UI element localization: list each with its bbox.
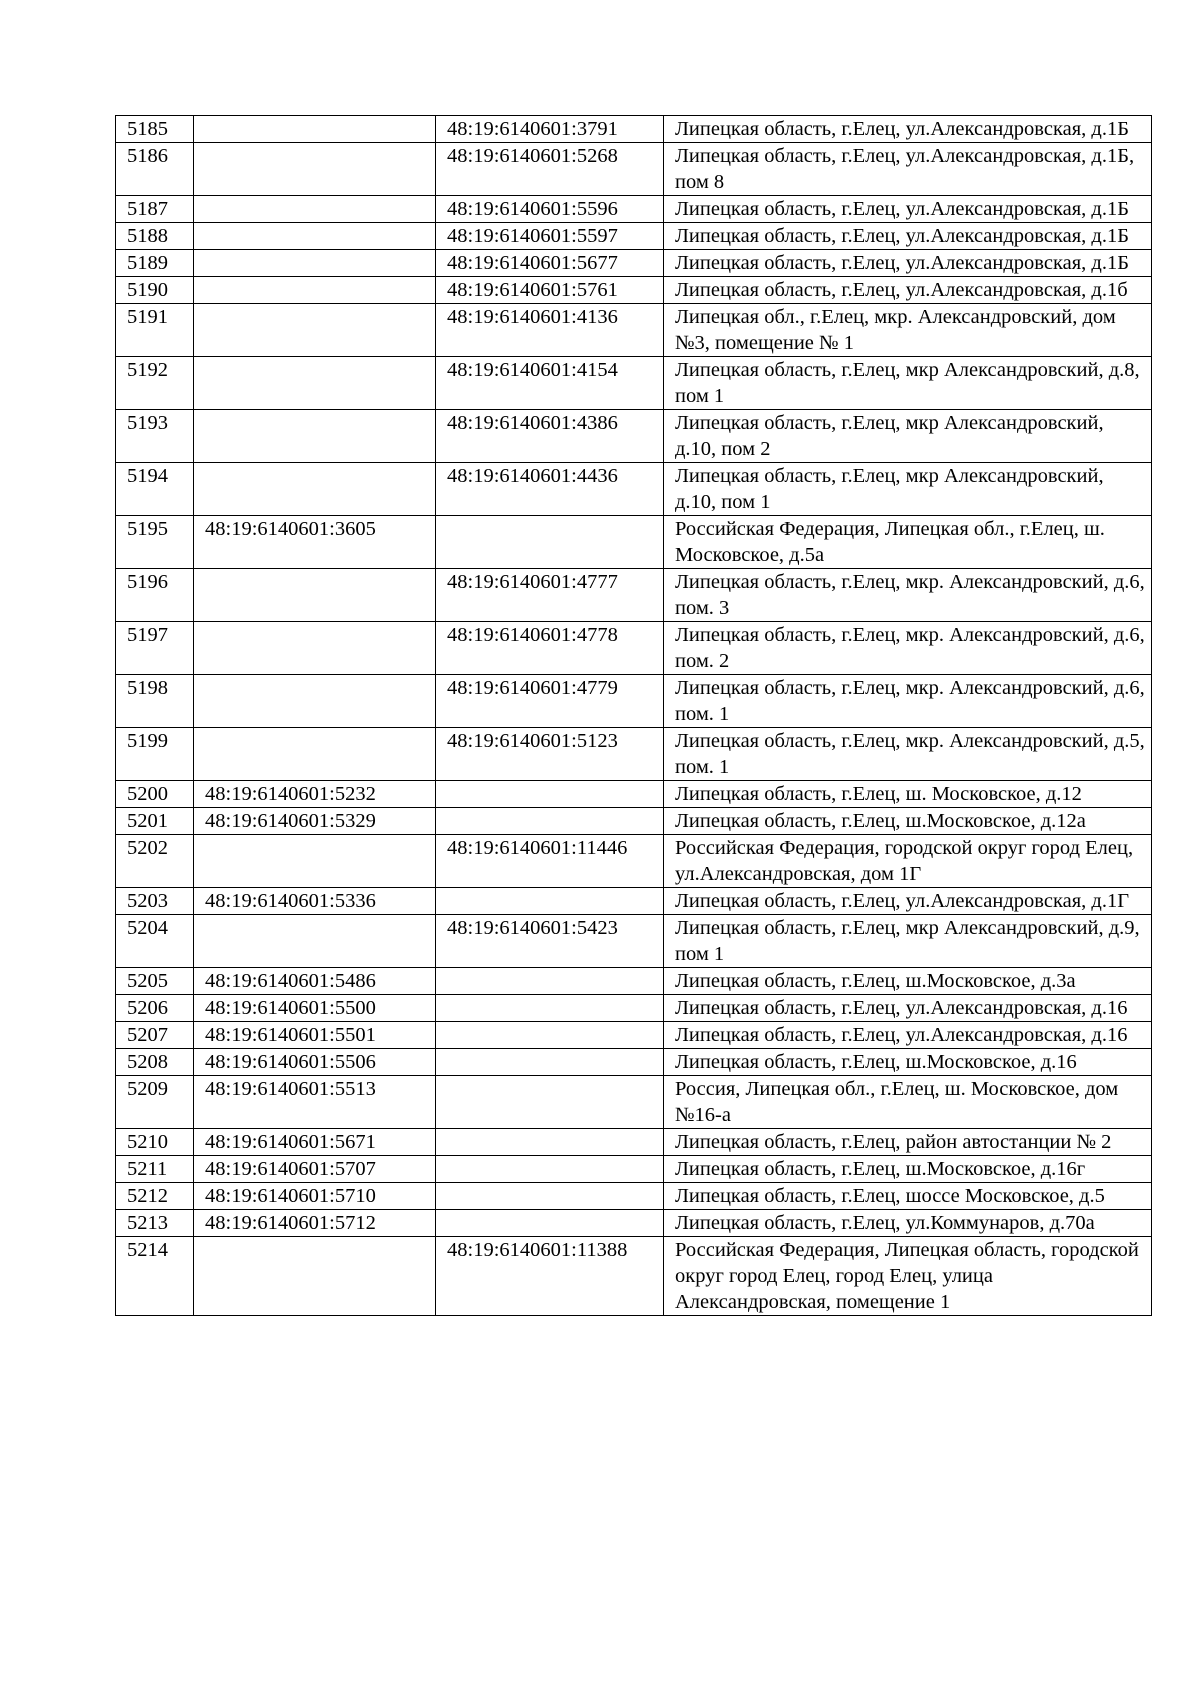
address-cell: Липецкая область, г.Елец, мкр Александровский, д.9, пом 1 (664, 915, 1152, 968)
address-cell: Липецкая область, г.Елец, ул.Александровская, д.1Б (664, 196, 1152, 223)
land-cadastral-number-cell (194, 728, 436, 781)
table-row (116, 410, 1152, 463)
land-cadastral-number-cell (194, 915, 436, 968)
row-number-cell: 5194 (116, 463, 194, 516)
land-cadastral-number-cell: 48:19:6140601:5671 (194, 1129, 436, 1156)
address-cell: Липецкая область, г.Елец, ш.Московское, д.3а (664, 968, 1152, 995)
table-row (116, 569, 1152, 622)
row-number-cell: 5188 (116, 223, 194, 250)
object-cadastral-number-cell: 48:19:6140601:4778 (436, 622, 664, 675)
object-cadastral-number-cell (436, 808, 664, 835)
land-cadastral-number-cell (194, 116, 436, 143)
row-number-cell: 5213 (116, 1210, 194, 1237)
object-cadastral-number-cell: 48:19:6140601:5423 (436, 915, 664, 968)
land-cadastral-number-cell: 48:19:6140601:5707 (194, 1156, 436, 1183)
land-cadastral-number-cell (194, 277, 436, 304)
row-number-cell: 5199 (116, 728, 194, 781)
table-row (116, 1210, 1152, 1237)
row-number-cell: 5210 (116, 1129, 194, 1156)
land-cadastral-number-cell (194, 1237, 436, 1316)
table-row (116, 277, 1152, 304)
address-cell: Липецкая обл., г.Елец, мкр. Александровский, дом №3, помещение № 1 (664, 304, 1152, 357)
row-number-cell: 5206 (116, 995, 194, 1022)
object-cadastral-number-cell: 48:19:6140601:5268 (436, 143, 664, 196)
object-cadastral-number-cell (436, 1183, 664, 1210)
object-cadastral-number-cell (436, 1210, 664, 1237)
land-cadastral-number-cell: 48:19:6140601:5712 (194, 1210, 436, 1237)
row-number-cell: 5192 (116, 357, 194, 410)
row-number-cell: 5205 (116, 968, 194, 995)
row-number-cell: 5201 (116, 808, 194, 835)
address-cell: Липецкая область, г.Елец, ш. Московское, д.12 (664, 781, 1152, 808)
object-cadastral-number-cell: 48:19:6140601:4436 (436, 463, 664, 516)
object-cadastral-number-cell (436, 1049, 664, 1076)
address-cell: Россия, Липецкая обл., г.Елец, ш. Московское, дом №16-а (664, 1076, 1152, 1129)
address-cell: Липецкая область, г.Елец, мкр. Александровский, д.6, пом. 2 (664, 622, 1152, 675)
table-row (116, 888, 1152, 915)
land-cadastral-number-cell (194, 223, 436, 250)
address-cell: Липецкая область, г.Елец, мкр Александровский, д.10, пом 1 (664, 463, 1152, 516)
address-cell: Липецкая область, г.Елец, мкр. Александровский, д.6, пом. 1 (664, 675, 1152, 728)
object-cadastral-number-cell: 48:19:6140601:4154 (436, 357, 664, 410)
land-cadastral-number-cell (194, 835, 436, 888)
address-cell: Липецкая область, г.Елец, мкр. Александровский, д.6, пом. 3 (664, 569, 1152, 622)
land-cadastral-number-cell (194, 357, 436, 410)
land-cadastral-number-cell: 48:19:6140601:3605 (194, 516, 436, 569)
row-number-cell: 5203 (116, 888, 194, 915)
table-row (116, 516, 1152, 569)
address-cell: Липецкая область, г.Елец, шоссе Московское, д.5 (664, 1183, 1152, 1210)
land-cadastral-number-cell (194, 410, 436, 463)
table-body (116, 116, 1152, 1316)
object-cadastral-number-cell: 48:19:6140601:5596 (436, 196, 664, 223)
object-cadastral-number-cell: 48:19:6140601:5597 (436, 223, 664, 250)
row-number-cell: 5200 (116, 781, 194, 808)
table-row (116, 304, 1152, 357)
object-cadastral-number-cell (436, 781, 664, 808)
land-cadastral-number-cell: 48:19:6140601:5329 (194, 808, 436, 835)
land-cadastral-number-cell (194, 196, 436, 223)
address-cell: Липецкая область, г.Елец, район автостанции № 2 (664, 1129, 1152, 1156)
table-row (116, 622, 1152, 675)
table-row (116, 915, 1152, 968)
table-row (116, 835, 1152, 888)
row-number-cell: 5214 (116, 1237, 194, 1316)
object-cadastral-number-cell: 48:19:6140601:5761 (436, 277, 664, 304)
land-cadastral-number-cell (194, 622, 436, 675)
address-cell: Липецкая область, г.Елец, ул.Александровская, д.1Г (664, 888, 1152, 915)
land-cadastral-number-cell: 48:19:6140601:5232 (194, 781, 436, 808)
address-cell: Российская Федерация, Липецкая обл., г.Елец, ш. Московское, д.5а (664, 516, 1152, 569)
table-row (116, 196, 1152, 223)
table-row (116, 968, 1152, 995)
table-row (116, 463, 1152, 516)
table-row (116, 143, 1152, 196)
object-cadastral-number-cell: 48:19:6140601:5677 (436, 250, 664, 277)
object-cadastral-number-cell (436, 1022, 664, 1049)
table-row (116, 1237, 1152, 1316)
address-cell: Российская Федерация, Липецкая область, городской округ город Елец, город Елец, улица Александровская, помещение 1 (664, 1237, 1152, 1316)
cadastral-table (115, 115, 1152, 1316)
object-cadastral-number-cell: 48:19:6140601:4136 (436, 304, 664, 357)
table-row (116, 250, 1152, 277)
table-row (116, 1183, 1152, 1210)
row-number-cell: 5198 (116, 675, 194, 728)
table-row (116, 1129, 1152, 1156)
row-number-cell: 5209 (116, 1076, 194, 1129)
object-cadastral-number-cell (436, 888, 664, 915)
row-number-cell: 5187 (116, 196, 194, 223)
land-cadastral-number-cell (194, 304, 436, 357)
address-cell: Липецкая область, г.Елец, ул.Александровская, д.1б (664, 277, 1152, 304)
object-cadastral-number-cell (436, 968, 664, 995)
address-cell: Липецкая область, г.Елец, ул.Александровская, д.1Б, пом 8 (664, 143, 1152, 196)
land-cadastral-number-cell (194, 463, 436, 516)
row-number-cell: 5196 (116, 569, 194, 622)
table-row (116, 357, 1152, 410)
table-row (116, 675, 1152, 728)
address-cell: Липецкая область, г.Елец, мкр. Александровский, д.5, пом. 1 (664, 728, 1152, 781)
object-cadastral-number-cell (436, 1076, 664, 1129)
object-cadastral-number-cell: 48:19:6140601:5123 (436, 728, 664, 781)
land-cadastral-number-cell: 48:19:6140601:5486 (194, 968, 436, 995)
address-cell: Липецкая область, г.Елец, ш.Московское, д.16г (664, 1156, 1152, 1183)
address-cell: Липецкая область, г.Елец, ул.Александровская, д.16 (664, 1022, 1152, 1049)
table-row (116, 728, 1152, 781)
table-row (116, 1156, 1152, 1183)
address-cell: Липецкая область, г.Елец, ш.Московское, д.16 (664, 1049, 1152, 1076)
row-number-cell: 5204 (116, 915, 194, 968)
row-number-cell: 5189 (116, 250, 194, 277)
object-cadastral-number-cell (436, 1129, 664, 1156)
land-cadastral-number-cell (194, 569, 436, 622)
address-cell: Липецкая область, г.Елец, мкр Александровский, д.8, пом 1 (664, 357, 1152, 410)
object-cadastral-number-cell (436, 1156, 664, 1183)
table-row (116, 116, 1152, 143)
row-number-cell: 5208 (116, 1049, 194, 1076)
table-row (116, 808, 1152, 835)
object-cadastral-number-cell: 48:19:6140601:4779 (436, 675, 664, 728)
address-cell: Российская Федерация, городской округ город Елец, ул.Александровская, дом 1Г (664, 835, 1152, 888)
object-cadastral-number-cell: 48:19:6140601:4777 (436, 569, 664, 622)
land-cadastral-number-cell (194, 250, 436, 277)
address-cell: Липецкая область, г.Елец, ул.Александровская, д.1Б (664, 250, 1152, 277)
object-cadastral-number-cell: 48:19:6140601:3791 (436, 116, 664, 143)
land-cadastral-number-cell: 48:19:6140601:5506 (194, 1049, 436, 1076)
object-cadastral-number-cell (436, 516, 664, 569)
row-number-cell: 5195 (116, 516, 194, 569)
object-cadastral-number-cell: 48:19:6140601:11388 (436, 1237, 664, 1316)
address-cell: Липецкая область, г.Елец, мкр Александровский, д.10, пом 2 (664, 410, 1152, 463)
object-cadastral-number-cell (436, 995, 664, 1022)
row-number-cell: 5185 (116, 116, 194, 143)
land-cadastral-number-cell: 48:19:6140601:5513 (194, 1076, 436, 1129)
row-number-cell: 5186 (116, 143, 194, 196)
address-cell: Липецкая область, г.Елец, ш.Московское, д.12а (664, 808, 1152, 835)
row-number-cell: 5202 (116, 835, 194, 888)
land-cadastral-number-cell: 48:19:6140601:5500 (194, 995, 436, 1022)
land-cadastral-number-cell (194, 675, 436, 728)
row-number-cell: 5193 (116, 410, 194, 463)
land-cadastral-number-cell (194, 143, 436, 196)
address-cell: Липецкая область, г.Елец, ул.Александровская, д.16 (664, 995, 1152, 1022)
land-cadastral-number-cell: 48:19:6140601:5336 (194, 888, 436, 915)
table-row (116, 1076, 1152, 1129)
object-cadastral-number-cell: 48:19:6140601:11446 (436, 835, 664, 888)
table-row (116, 1049, 1152, 1076)
row-number-cell: 5211 (116, 1156, 194, 1183)
table-row (116, 781, 1152, 808)
table-row (116, 995, 1152, 1022)
row-number-cell: 5207 (116, 1022, 194, 1049)
address-cell: Липецкая область, г.Елец, ул.Александровская, д.1Б (664, 223, 1152, 250)
row-number-cell: 5212 (116, 1183, 194, 1210)
address-cell: Липецкая область, г.Елец, ул.Александровская, д.1Б (664, 116, 1152, 143)
table-row (116, 1022, 1152, 1049)
land-cadastral-number-cell: 48:19:6140601:5710 (194, 1183, 436, 1210)
object-cadastral-number-cell: 48:19:6140601:4386 (436, 410, 664, 463)
land-cadastral-number-cell: 48:19:6140601:5501 (194, 1022, 436, 1049)
row-number-cell: 5190 (116, 277, 194, 304)
row-number-cell: 5191 (116, 304, 194, 357)
address-cell: Липецкая область, г.Елец, ул.Коммунаров, д.70а (664, 1210, 1152, 1237)
table-row (116, 223, 1152, 250)
row-number-cell: 5197 (116, 622, 194, 675)
